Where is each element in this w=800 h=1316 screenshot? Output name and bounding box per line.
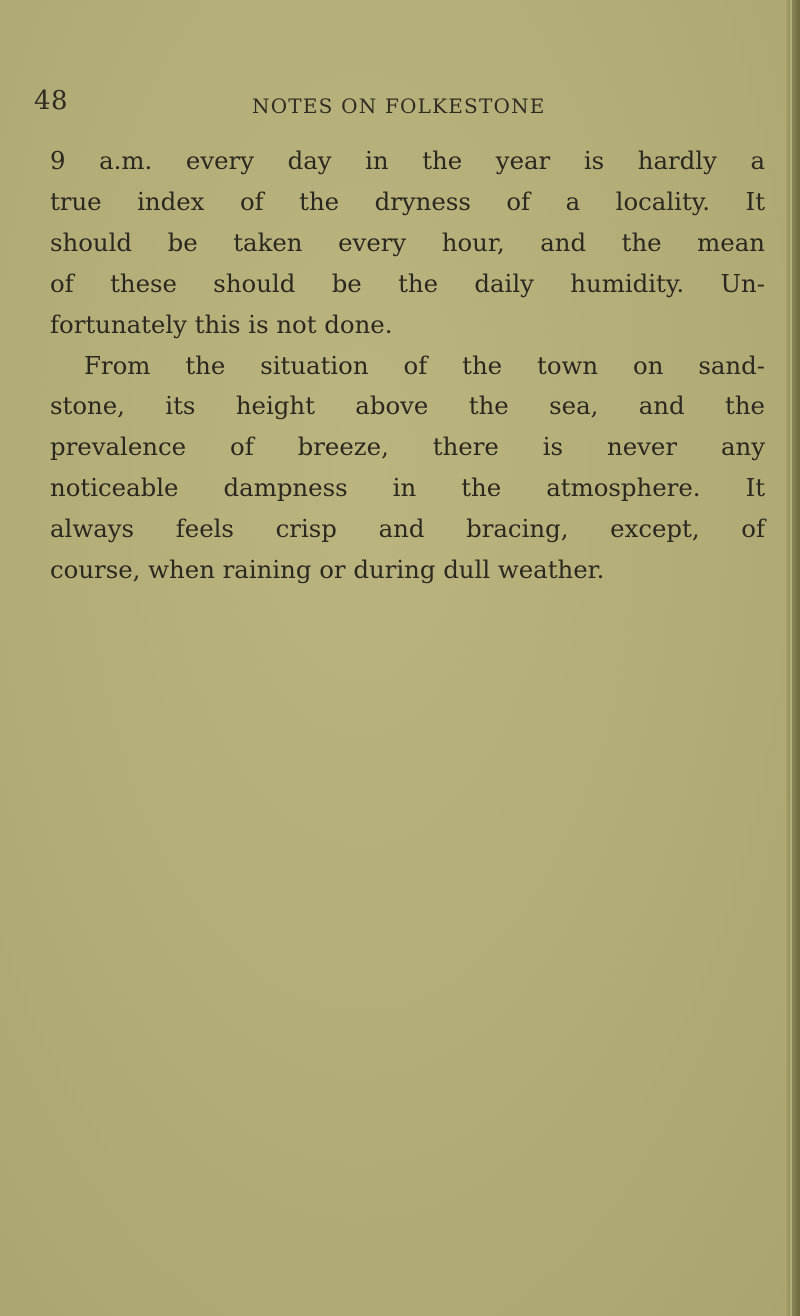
- text-line: true index of the dryness of a locality. It: [50, 186, 765, 216]
- text-line: noticeable dampness in the atmosphere. It: [50, 473, 765, 503]
- running-title: NOTES ON FOLKESTONE: [252, 94, 546, 118]
- paragraph-1: [50, 141, 765, 346]
- text-line: 9 a.m. every day in the year is hardly a: [50, 146, 765, 175]
- text-line: of these should be the daily humidity. Un-: [50, 268, 765, 298]
- text-line: fortunately this is not done.: [50, 309, 393, 339]
- page-header: [0, 86, 800, 126]
- text-line: always feels crisp and bracing, except, of: [50, 514, 765, 544]
- text-line: prevalence of breeze, there is never any: [50, 432, 765, 462]
- text-line: stone, its height above the sea, and the: [50, 391, 765, 421]
- paragraph-2: [50, 346, 765, 591]
- text-line: should be taken every hour, and the mean: [50, 227, 765, 257]
- text-line: course, when raining or during dull weather.: [50, 555, 605, 585]
- body-text: [50, 141, 765, 591]
- text-line: From the situation of the town on sand-: [84, 350, 765, 380]
- page-number: 48: [34, 86, 69, 116]
- page-edge: [786, 0, 800, 1316]
